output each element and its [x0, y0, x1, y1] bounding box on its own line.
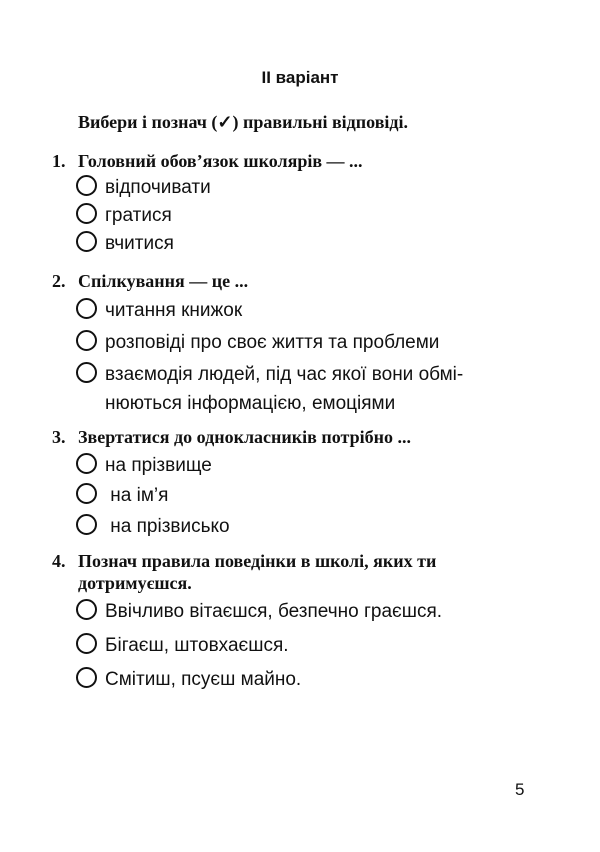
radio-circle-icon[interactable]	[76, 362, 97, 383]
radio-circle-icon[interactable]	[76, 667, 97, 688]
option-label: на прізвисько	[105, 516, 230, 537]
question-2	[52, 270, 532, 292]
question-text: Головний обов’язок школярів — ...	[78, 151, 363, 171]
question-number: 4.	[52, 551, 66, 571]
option-1-3[interactable]	[76, 229, 174, 258]
option-label: на прізвище	[105, 455, 212, 476]
option-3-2[interactable]	[76, 481, 168, 510]
option-label	[105, 360, 463, 418]
radio-circle-icon[interactable]	[76, 514, 97, 535]
question-text-continued: дотримуєшся.	[78, 573, 192, 593]
option-label: гратися	[105, 205, 172, 226]
option-1-1[interactable]	[76, 173, 211, 202]
option-label: вчитися	[105, 233, 174, 254]
question-number: 3.	[52, 427, 66, 447]
option-label: відпочивати	[105, 177, 211, 198]
option-2-2[interactable]	[76, 328, 439, 357]
radio-circle-icon[interactable]	[76, 298, 97, 319]
option-label: розповіді про своє життя та проблеми	[105, 332, 440, 353]
question-number: 2.	[52, 271, 66, 291]
variant-title: II варіант	[261, 68, 339, 87]
question-3	[52, 426, 532, 448]
radio-circle-icon[interactable]	[76, 453, 97, 474]
option-label: читання книжок	[105, 300, 243, 321]
option-line: взаємодія людей, під час якої вони обмі-	[105, 364, 464, 385]
question-4	[52, 550, 532, 594]
option-label: на ім’я	[105, 485, 169, 506]
radio-circle-icon[interactable]	[76, 231, 97, 252]
page-number: 5	[515, 780, 525, 799]
radio-circle-icon[interactable]	[76, 633, 97, 654]
option-4-3[interactable]	[76, 665, 301, 694]
radio-circle-icon[interactable]	[76, 599, 97, 620]
question-text: Спілкування — це ...	[78, 271, 249, 291]
radio-circle-icon[interactable]	[76, 483, 97, 504]
option-2-3[interactable]	[76, 360, 463, 418]
option-label: Смітиш, псуєш майно.	[105, 669, 302, 690]
question-text: Звертатися до однокласників потрібно ...	[78, 427, 411, 447]
instruction: Вибери і познач (✓) правильні відповіді.	[78, 112, 409, 132]
option-4-1[interactable]	[76, 597, 442, 626]
option-label: Бігаєш, штовхаєшся.	[105, 635, 289, 656]
radio-circle-icon[interactable]	[76, 203, 97, 224]
option-1-2[interactable]	[76, 201, 172, 230]
option-label: Ввічливо вітаєшся, безпечно граєшся.	[105, 601, 443, 622]
question-text: Познач правила поведінки в школі, яких ти	[78, 551, 437, 571]
option-line: нюються інформацією, емоціями	[105, 393, 396, 414]
radio-circle-icon[interactable]	[76, 330, 97, 351]
question-1	[52, 150, 532, 172]
option-3-1[interactable]	[76, 451, 212, 480]
radio-circle-icon[interactable]	[76, 175, 97, 196]
question-number: 1.	[52, 151, 66, 171]
option-2-1[interactable]	[76, 296, 242, 325]
option-3-3[interactable]	[76, 512, 230, 541]
option-4-2[interactable]	[76, 631, 289, 660]
